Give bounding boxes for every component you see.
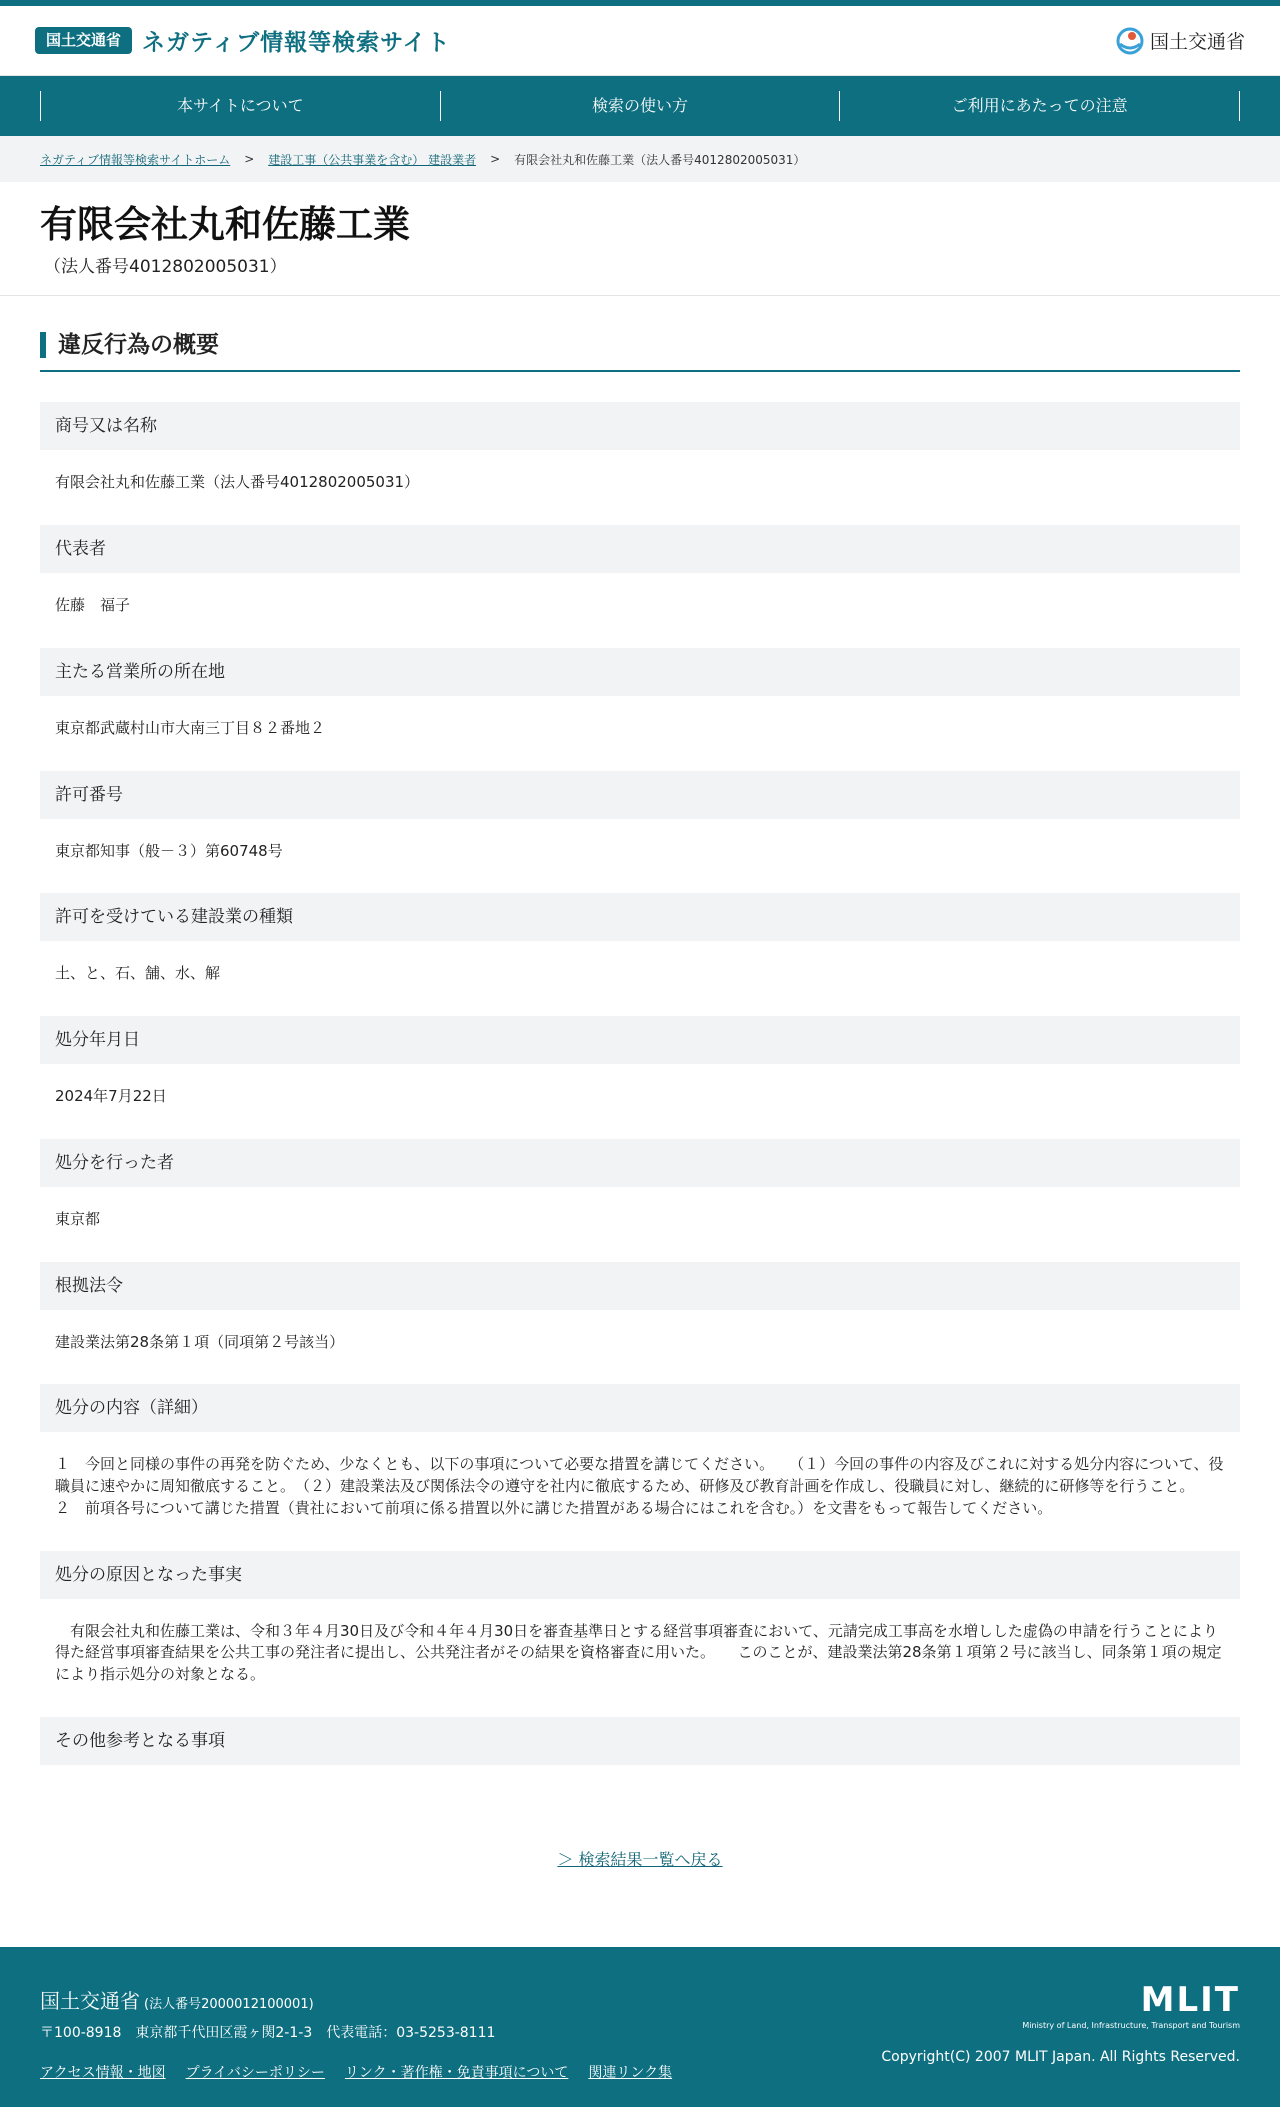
- detail-label: 代表者: [40, 525, 1240, 573]
- main-content: [0, 332, 1280, 1870]
- detail-value: 建設業法第28条第１項（同項第２号該当）: [55, 1332, 345, 1351]
- detail-item-license-number: [40, 771, 1240, 863]
- corporate-number: （法人番号4012802005031）: [44, 257, 287, 278]
- mlit-logo[interactable]: [1116, 26, 1245, 56]
- detail-item-license-types: [40, 893, 1240, 985]
- site-brand[interactable]: [35, 24, 451, 57]
- detail-item-disposition-date: [40, 1016, 1240, 1108]
- detail-label: その他参考となる事項: [40, 1717, 1240, 1765]
- detail-label: 根拠法令: [40, 1262, 1240, 1310]
- detail-item-representative: [40, 525, 1240, 617]
- footer-links: [40, 2062, 1240, 2082]
- detail-value: 有限会社丸和佐藤工業は、令和３年４月30日及び令和４年４月30日を審査基準日とする経営事項審査において、元請完成工事高を水増しした虚偽の申請を行うことにより得た経営事項審査結果を公共工事の発注者に提出し、公共発注者がその結果を資格審査に用いた。 このことが、建設業法第28条第１項第２号に該当し、同条第１項の規定により指示処分の対象となる。: [55, 1621, 1222, 1683]
- footer-link-related[interactable]: 関連リンク集: [588, 2064, 673, 2081]
- page-heading: [0, 182, 1280, 296]
- site-title: ネガティブ情報等検索サイト: [142, 30, 451, 56]
- detail-item-cause-facts: [40, 1551, 1240, 1686]
- nav-how-to-search[interactable]: 検索の使い方: [440, 91, 840, 121]
- breadcrumb-separator: >: [244, 152, 255, 166]
- footer-corp-number: (法人番号2000012100001): [144, 1996, 314, 2012]
- mlit-logo-icon: [1116, 26, 1144, 56]
- nav-usage-notes[interactable]: ご利用にあたっての注意: [839, 91, 1240, 121]
- footer-link-privacy[interactable]: プライバシーポリシー: [185, 2064, 325, 2081]
- detail-label: 主たる営業所の所在地: [40, 648, 1240, 696]
- detail-label: 商号又は名称: [40, 402, 1240, 450]
- detail-label: 処分の原因となった事実: [40, 1551, 1240, 1599]
- detail-value: 東京都知事（般－３）第60748号: [55, 841, 283, 860]
- detail-label: 処分の内容（詳細）: [40, 1384, 1240, 1432]
- detail-item-legal-basis: [40, 1262, 1240, 1354]
- page-title: 有限会社丸和佐藤工業: [40, 203, 410, 246]
- detail-label: 許可番号: [40, 771, 1240, 819]
- back-link-wrap: [40, 1847, 1240, 1870]
- global-nav: [0, 76, 1280, 136]
- detail-label: 処分を行った者: [40, 1139, 1240, 1187]
- footer-org-name: 国土交通省: [40, 1988, 140, 2013]
- nav-about[interactable]: 本サイトについて: [40, 91, 440, 121]
- breadcrumb-current: 有限会社丸和佐藤工業（法人番号4012802005031）: [514, 152, 806, 167]
- mlit-logo-text: 国土交通省: [1149, 31, 1245, 53]
- mlit-wordmark: MLIT: [1140, 1979, 1240, 2020]
- mlit-wordmark-sub: Ministry of Land, Infrastructure, Transport and Tourism: [1022, 2020, 1240, 2030]
- site-header: [0, 6, 1280, 76]
- footer-address: 〒100-8918 東京都千代田区霞ヶ関2-1-3 代表電話：03-5253-8111: [40, 2024, 496, 2041]
- detail-label: 許可を受けている建設業の種類: [40, 893, 1240, 941]
- detail-value: 土、と、石、舗、水、解: [55, 964, 221, 983]
- detail-value: 佐藤 福子: [55, 596, 131, 614]
- detail-value: 東京都武蔵村山市大南三丁目８２番地２: [55, 718, 326, 737]
- footer-link-copyright[interactable]: リンク・著作権・免責事項について: [344, 2064, 569, 2081]
- section-title: 違反行為の概要: [40, 332, 1240, 358]
- back-to-results-link[interactable]: ＞ 検索結果一覧へ戻る: [557, 1849, 723, 1869]
- section-divider: [40, 370, 1240, 372]
- site-footer: [0, 1947, 1280, 2107]
- footer-mlit-logo: [1022, 1979, 1240, 2030]
- detail-item-trade-name: [40, 402, 1240, 494]
- breadcrumb-category-link[interactable]: 建設工事（公共事業を含む） 建設業者: [268, 152, 477, 167]
- detail-value: 東京都: [55, 1209, 101, 1228]
- copyright: Copyright(C) 2007 MLIT Japan. All Rights Reserved.: [881, 2048, 1240, 2065]
- breadcrumb: [0, 136, 1280, 182]
- detail-item-disposition-content: [40, 1384, 1240, 1519]
- breadcrumb-home-link[interactable]: ネガティブ情報等検索サイトホーム: [40, 152, 231, 167]
- detail-value: 有限会社丸和佐藤工業（法人番号4012802005031）: [55, 473, 420, 492]
- detail-item-other-notes: [40, 1717, 1240, 1765]
- footer-link-access[interactable]: アクセス情報・地図: [40, 2064, 166, 2081]
- detail-item-office-address: [40, 648, 1240, 740]
- detail-value: 2024年7月22日: [55, 1087, 167, 1105]
- detail-label: 処分年月日: [40, 1016, 1240, 1064]
- ministry-badge: 国土交通省: [35, 27, 132, 54]
- detail-value: １ 今回と同様の事件の再発を防ぐため、少なくとも、以下の事項について必要な措置を講じてください。 （１）今回の事件の内容及びこれに対する処分内容について、役職員に速やかに周知徹底すること。 （２）建設業法及び関係法令の遵守を社内に徹底するため、研修及び教育計画を作成し、役職員に対し、継続的に研修等を行うこと。 ２ 前項各号について講じた措置（貴社において前項に係る措置以外に講じた措置がある場合にはこれを含む。）を文書をもって報告してください。: [55, 1455, 1224, 1517]
- breadcrumb-separator: >: [490, 152, 501, 166]
- detail-item-disposing-authority: [40, 1139, 1240, 1231]
